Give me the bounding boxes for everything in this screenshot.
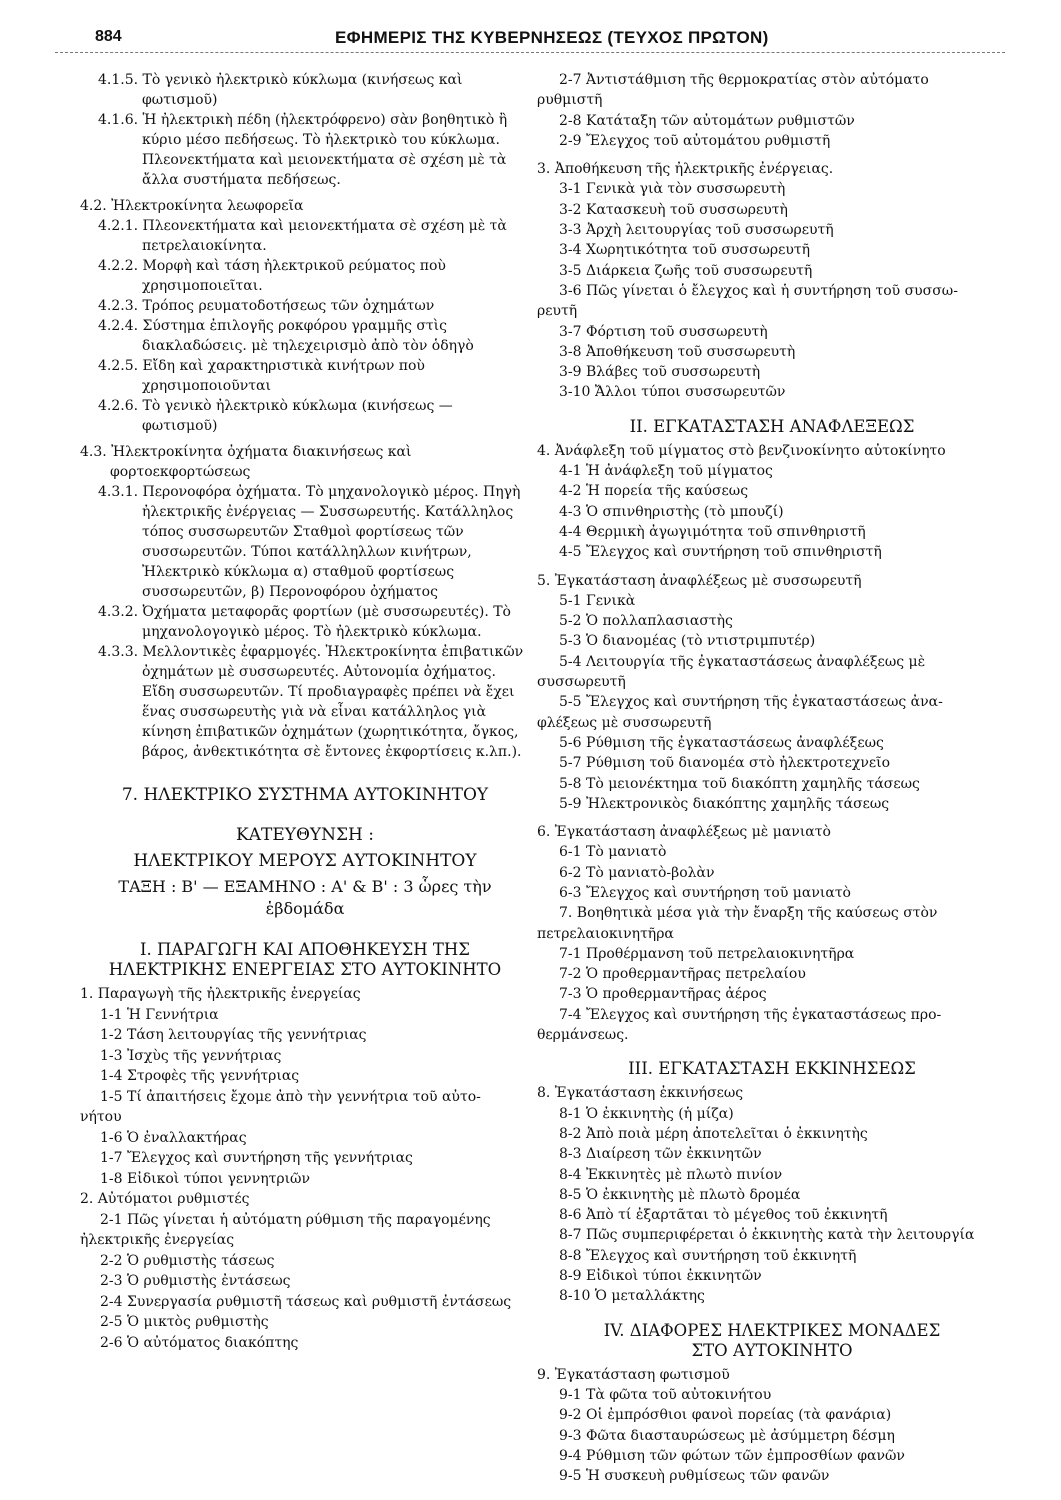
list-item: φλέξεως μὲ συσσωρευτῆ [537,714,712,731]
list-item: 4.2. Ἠλεκτροκίνητα λεωφορεῖα [80,198,304,214]
list-item: 1. Παραγωγὴ τῆς ἠλεκτρικῆς ἐνεργείας [80,986,361,1002]
list-item: 8-2 Ἀπὸ ποιὰ μέρη ἀποτελεῖται ὁ ἐκκινητὴς [559,1125,868,1142]
list-item: 5-9 Ἠλεκτρονικὸς διακόπτης χαμηλῆς τάσεως [559,795,890,812]
right-items-a [537,70,1007,403]
chapter-title: 7. ΗΛΕΚΤΡΙΚΟ ΣΥΣΤΗΜΑ ΑΥΤΟΚΙΝΗΤΟΥ [121,785,489,805]
left-items-top [80,70,530,762]
list-item: 8-10 Ὁ μεταλλάκτης [559,1288,705,1305]
list-item: 2-8 Κατάταξη τῶν αὐτομάτων ρυθμιστῶν [559,112,855,129]
list-item: 1-7 Ἔλεγχος καὶ συντήρηση τῆς γεννήτριας [100,1150,413,1166]
list-item: 2-1 Πῶς γίνεται ἡ αὐτόματη ρύθμιση τῆς παραγομένης [100,1211,491,1228]
list-item: 2-5 Ὁ μικτὸς ρυθμιστὴς [100,1314,269,1330]
list-item: 1-3 Ἰσχὺς τῆς γεννήτριας [100,1047,282,1064]
list-item: 4.3.1. Περονοφόρα ὀχήματα. Τὸ μηχανολογικὸ μέρος. Πηγὴ ἠλεκτρικῆς ἐνέργειας — Συσσωρευτής. Κατάλληλος τόπος συσσωρευτῶν Σταθμοὶ φορτίσεως τῶν συσσωρευτῶν. Τύποι κατάλληλλων κινήτρων, Ἠλεκτρικὸ κύκλωμα α) σταθμοῦ φορτίσεως συσσωρευτῶν, β) Περονοφόρου ὀχήματος [98,484,521,600]
list-item: 1-4 Στροφὲς τῆς γεννήτριας [100,1068,300,1084]
list-item: 8-3 Διαίρεση τῶν ἐκκινητῶν [559,1146,762,1163]
subject-title: ΗΛΕΚΤΡΙΚΟΥ ΜΕΡΟΥΣ ΑΥΤΟΚΙΝΗΤΟΥ [133,851,477,871]
page-header [95,28,1005,58]
list-item: 5-7 Ρύθμιση τοῦ διανομέα στὸ ἠλεκτροτεχνεῖο [559,755,891,772]
list-item: 8-5 Ὁ ἐκκινητὴς μὲ πλωτὸ δρομέα [559,1186,801,1203]
list-item: 4.2.3. Τρόπος ρευματοδοτήσεως τῶν ὀχημάτων [98,298,435,314]
list-item: 6. Ἐγκατάσταση ἀναφλέξεως μὲ μανιατὸ [537,824,831,841]
part3-title: ΙΙΙ. ΕΓΚΑΤΑΣΤΑΣΗ ΕΚΚΙΝΗΣΕΩΣ [628,1059,916,1079]
list-item: 3-10 Ἄλλοι τύποι συσσωρευτῶν [559,384,786,401]
right-items-b [537,441,1007,1046]
part2-title: ΙΙ. ΕΓΚΑΤΑΣΤΑΣΗ ΑΝΑΦΛΕΞΕΩΣ [629,416,915,436]
list-item: 7-1 Προθέρμανση τοῦ πετρελαιοκινητῆρα [559,945,855,962]
list-item: 3-5 Διάρκεια ζωῆς τοῦ συσσωρευτῆ [559,262,813,279]
list-item: 3-6 Πῶς γίνεται ὁ ἔλεγχος καὶ ἡ συντήρηση τοῦ συσσω- [559,282,958,299]
list-item: 2-7 Ἀντιστάθμιση τῆς θερμοκρατίας στὸν αὐτόματο [559,72,929,88]
list-item: 4.2.4. Σύστημα ἐπιλογῆς ροκφόρου γραμμῆς στὶς διακλαδώσεις. μὲ τηλεχειρισμὸ ἀπὸ τὸν ὁδηγὸ [98,318,474,354]
list-item: 7. Βοηθητικὰ μέσα γιὰ τὴν ἔναρξη τῆς καύσεως στὸν [559,905,938,922]
list-item: 4.2.6. Τὸ γενικὸ ἠλεκτρικὸ κύκλωμα (κινήσεως — φωτισμοῦ) [98,398,453,434]
list-item: 8-6 Ἀπὸ τί ἐξαρτᾶται τὸ μέγεθος τοῦ ἐκκινητῆ [559,1207,888,1224]
list-item: 6-2 Τὸ μανιατὸ-βολὰν [559,864,715,881]
list-item: 8-4 Ἐκκινητὲς μὲ πλωτὸ πινίον [559,1166,783,1183]
list-item: 7-3 Ὁ προθερμαντῆρας ἀέρος [559,986,767,1003]
list-item: πετρελαιοκινητῆρα [537,925,674,942]
list-item: 2-6 Ὁ αὐτόματος διακόπτης [100,1334,299,1351]
list-item: 1-8 Εἰδικοὶ τύποι γεννητριῶν [100,1170,310,1187]
list-item: 5-3 Ὁ διανομέας (τὸ ντιστριμπυτέρ) [559,633,816,650]
list-item: 4.1.6. Ἡ ἠλεκτρικὴ πέδη (ἠλεκτρόφρενο) σὰν βοηθητικὸ ἢ κύριο μέσο πεδήσεως. Τὸ ἠλεκτρικὸ του κύκλωμα. Πλεονεκτήματα καὶ μειονεκτήματα σὲ σχέση μὲ τὰ ἄλλα συστήματα πεδήσεως. [98,112,508,188]
list-item: 4-2 Ἡ πορεία τῆς καύσεως [559,483,749,500]
list-item: 4.2.2. Μορφὴ καὶ τάση ἠλεκτρικοῦ ρεύματος ποὺ χρησιμοποιεῖται. [98,258,446,294]
list-item: 9-2 Οἱ ἐμπρόσθιοι φανοὶ πορείας (τὰ φανάρια) [559,1407,892,1424]
list-item: 3-7 Φόρτιση τοῦ συσσωρευτὴ [559,323,768,340]
list-item: 1-2 Τάση λειτουργίας τῆς γεννήτριας [100,1027,367,1043]
right-column [537,70,1007,1486]
schedule-line: ΤΑΞΗ : Β' — ΕΞΑΜΗΝΟ : Α' & Β' : 3 ὧρες τὴν ἑβδομάδα [118,877,492,918]
left-column [80,70,530,1353]
list-item: 2-2 Ὁ ρυθμιστὴς τάσεως [100,1252,275,1269]
list-item: 8-1 Ὁ ἐκκινητὴς (ἡ μίζα) [559,1105,734,1122]
page-number: 884 [95,28,122,45]
list-item: 1-1 Ἡ Γεννήτρια [100,1006,219,1023]
part1-title-line1: Ι. ΠΑΡΑΓΩΓΗ ΚΑΙ ΑΠΟΘΗΚΕΥΣΗ ΤΗΣ [140,940,470,959]
list-item: 7-4 Ἔλεγχος καὶ συντήρηση τῆς ἐγκαταστάσεως προ- [559,1006,942,1023]
list-item: 8-7 Πῶς συμπεριφέρεται ὁ ἐκκινητὴς κατὰ τὴν λειτουργία [559,1227,975,1244]
list-item: θερμάνσεως. [537,1027,629,1044]
list-item: 4-3 Ὁ σπινθηριστὴς (τὸ μπουζί) [559,503,784,520]
list-item: 4.3. Ἠλεκτροκίνητα ὀχήματα διακινήσεως καὶ φορτοεκφορτώσεως [80,444,412,480]
direction-label: ΚΑΤΕΥΘΥΝΣΗ : [236,825,374,845]
list-item: νήτου [80,1109,122,1125]
left-items-bottom [80,984,530,1353]
gazette-title: ΕΦΗΜΕΡΙΣ ΤΗΣ ΚΥΒΕΡΝΗΣΕΩΣ (ΤΕΥΧΟΣ ΠΡΩΤΟΝ) [335,28,769,47]
list-item: συσσωρευτῆ [537,674,626,691]
list-item: 4.2.1. Πλεονεκτήματα καὶ μειονεκτήματα σὲ σχέση μὲ τὰ πετρελαιοκίνητα. [98,218,507,254]
list-item: 6-1 Τὸ μανιατὸ [559,844,667,861]
list-item: ρυθμιστῆ [537,92,603,109]
list-item: 7-2 Ὁ προθερμαντῆρας πετρελαίου [559,966,806,983]
list-item: 5-2 Ὁ πολλαπλασιαστὴς [559,613,733,630]
list-item: 5. Ἐγκατάσταση ἀναφλέξεως μὲ συσσωρευτῆ [537,572,862,589]
list-item: 4.3.3. Μελλοντικὲς ἐφαρμογές. Ἠλεκτροκίνητα ἐπιβατικῶν ὀχημάτων μὲ συσσωρευτές. Αὐτονομία ὀχήματος. Εἴδη συσσωρευτῶν. Τί προδιαγραφὲς πρέπει νὰ ἔχει ἕνας συσσωρευτὴς γιὰ νὰ εἶναι κατάλληλος γιὰ κίνηση ἐπιβατικῶν ὀχημάτων (χωρητικότητα, ὄγκος, βάρος, ἀνθεκτικότητα σὲ ἔντονες ἐκφορτίσεις κ.λπ.). [98,644,524,760]
list-item: 4.1.5. Τὸ γενικὸ ἠλεκτρικὸ κύκλωμα (κινήσεως καὶ φωτισμοῦ) [98,72,463,108]
list-item: 9. Ἐγκατάσταση φωτισμοῦ [537,1366,730,1383]
list-item: 4.2.5. Εἴδη καὶ χαρακτηριστικὰ κινήτρων ποὺ χρησιμοποιοῦνται [98,358,425,394]
list-item: 3. Ἀποθήκευση τῆς ἠλεκτρικῆς ἐνέργειας. [537,161,834,178]
part4-title-line1: ΙV. ΔΙΑΦΟΡΕΣ ΗΛΕΚΤΡΙΚΕΣ ΜΟΝΑΔΕΣ [603,1320,941,1340]
list-item: 2. Αὐτόματοι ρυθμιστές [80,1191,250,1207]
list-item: 4-4 Θερμικὴ ἀγωγιμότητα τοῦ σπινθηριστῆ [559,523,866,540]
list-item: 2-9 Ἔλεγχος τοῦ αὐτομάτου ρυθμιστῆ [559,132,831,149]
list-item: 4.3.2. Ὀχήματα μεταφορᾶς φορτίων (μὲ συσσωρευτές). Τὸ μηχανολογογικὸ μέρος. Τὸ ἠλεκτρικὸ κύκλωμα. [98,604,511,640]
list-item: 8-8 Ἔλεγχος καὶ συντήρηση τοῦ ἐκκινητῆ [559,1247,857,1264]
list-item: 3-2 Κατασκευὴ τοῦ συσσωρευτὴ [559,201,788,218]
list-item: 4. Ἀνάφλεξη τοῦ μίγματος στὸ βενζινοκίνητο αὐτοκίνητο [537,442,946,459]
list-item: 3-8 Ἀποθήκευση τοῦ συσσωρευτὴ [559,343,796,360]
list-item: 9-4 Ρύθμιση τῶν φώτων τῶν ἐμπροσθίων φανῶν [559,1447,905,1464]
list-item: 5-1 Γενικὰ [559,592,636,609]
list-item: 2-3 Ὁ ρυθμιστὴς ἐντάσεως [100,1273,291,1289]
list-item: 6-3 Ἔλεγχος καὶ συντήρηση τοῦ μανιατὸ [559,884,851,901]
list-item: 1-5 Τί ἀπαιτήσεις ἔχομε ἀπὸ τὴν γεννήτρια τοῦ αὐτο- [100,1088,481,1105]
list-item: 8-9 Εἰδικοὶ τύποι ἐκκινητῶν [559,1268,762,1285]
list-item: 1-6 Ὁ ἐναλλακτήρας [100,1129,247,1146]
list-item: 9-5 Ἡ συσκευὴ ρυθμίσεως τῶν φανῶν [559,1468,830,1485]
list-item: ρευτῆ [537,303,578,320]
list-item: 9-1 Τὰ φῶτα τοῦ αὐτοκινήτου [559,1386,772,1403]
list-item: 4-5 Ἔλεγχος καὶ συντήρηση τοῦ σπινθηριστῆ [559,544,882,561]
list-item: 3-9 Βλάβες τοῦ συσσωρευτὴ [559,364,761,381]
list-item: 9-3 Φῶτα διασταυρώσεως μὲ ἀσύμμετρη δέσμη [559,1427,895,1444]
list-item: 4-1 Ἡ ἀνάφλεξη τοῦ μίγματος [559,463,773,480]
part1-title-line2: ΗΛΕΚΤΡΙΚΗΣ ΕΝΕΡΓΕΙΑΣ ΣΤΟ ΑΥΤΟΚΙΝΗΤΟ [108,960,502,979]
right-items-c [537,1083,1007,1306]
list-item: 5-5 Ἔλεγχος καὶ συντήρηση τῆς ἐγκαταστάσεως ἀνα- [559,694,943,711]
list-item: 2-4 Συνεργασία ρυθμιστῆ τάσεως καὶ ρυθμιστῆ ἐντάσεως [100,1293,512,1310]
right-items-d [537,1365,1007,1487]
list-item: ἠλεκτρικῆς ἐνεργείας [80,1232,235,1248]
list-item: 3-3 Ἀρχὴ λειτουργίας τοῦ συσσωρευτῆ [559,222,834,239]
list-item: 5-4 Λειτουργία τῆς ἐγκαταστάσεως ἀναφλέξεως μὲ [559,653,926,670]
part4-title-line2: ΣΤΟ ΑΥΤΟΚΙΝΗΤΟ [691,1340,853,1360]
list-item: 5-8 Τὸ μειονέκτημα τοῦ διακόπτη χαμηλῆς τάσεως [559,775,920,792]
header-rule [55,52,1005,53]
list-item: 5-6 Ρύθμιση τῆς ἐγκαταστάσεως ἀναφλέξεως [559,734,884,751]
list-item: 3-4 Χωρητικότητα τοῦ συσσωρευτῆ [559,242,811,259]
list-item: 3-1 Γενικὰ γιὰ τὸν συσσωρευτὴ [559,181,786,198]
list-item: 8. Ἐγκατάσταση ἐκκινήσεως [537,1085,744,1102]
